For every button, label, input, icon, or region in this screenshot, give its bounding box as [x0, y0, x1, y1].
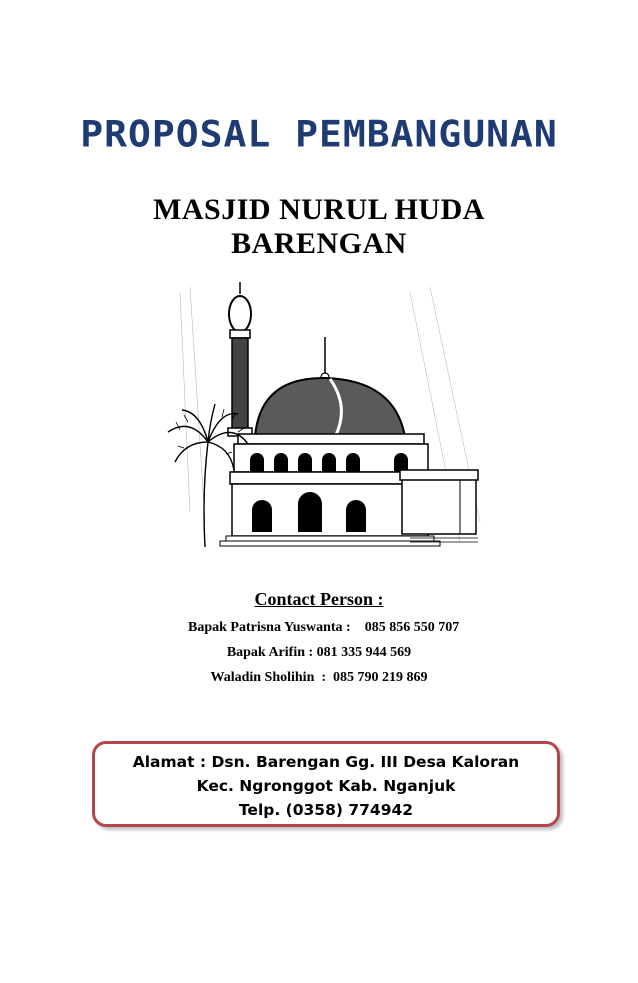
address-box [92, 741, 560, 827]
contact-person-heading: Contact Person : [254, 589, 384, 609]
mosque-location-title: BARENGAN [231, 227, 407, 260]
contact-arifin: Bapak Arifin : 081 335 944 569 [226, 645, 412, 660]
mosque-icon [160, 282, 490, 554]
address-line-district: Kec. Ngronggot Kab. Nganjuk [196, 777, 456, 795]
mosque-name-title: MASJID NURUL HUDA [153, 193, 485, 226]
contact-patrisna: Bapak Patrisna Yuswanta : 085 856 550 707 [188, 620, 460, 635]
address-line-phone: Telp. (0358) 774942 [238, 801, 414, 819]
contact-waladin: Waladin Sholihin : 085 790 219 869 [210, 670, 428, 685]
proposal-headline: PROPOSAL PEMBANGUNAN [80, 113, 558, 155]
address-line-street: Alamat : Dsn. Barengan Gg. III Desa Kaloran [132, 753, 520, 771]
